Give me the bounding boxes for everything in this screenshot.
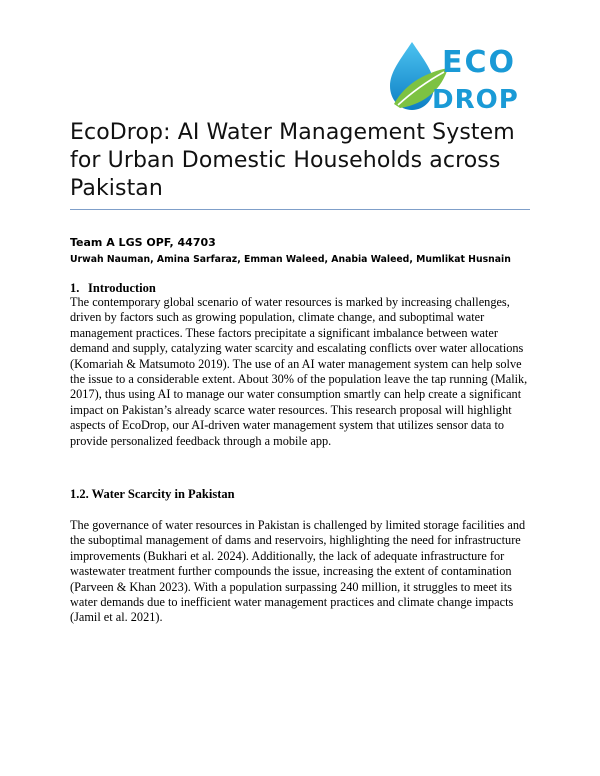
section-number: 1. (70, 281, 80, 295)
author-list: Urwah Nauman, Amina Sarfaraz, Emman Waleed, Anabia Waleed, Mumlikat Husnain (70, 254, 511, 265)
section-heading-water-scarcity: 1.2. Water Scarcity in Pakistan (70, 487, 235, 501)
introduction-paragraph: The contemporary global scenario of water resources is marked by increasing challenges, driven by factors such as growing population, climate change, and suboptimal water management practices. These factors precipitate a significant imbalance between water demand and supply, catalyzing water scarcity and escalating conflicts over water allocations (Komariah & Matsumoto 2019). The use of an AI water management system can help solve the issue to a considerable extent. About 30% of the population leave the tap running (Malik, 2017), thus using AI to manage our water consumption smartly can help create a significant impact on Pakistan’s already scarce water resources. This research proposal will highlight aspects of EcoDrop, our AI-driven water management system that utilizes sensor data to provide personalized feedback through a mobile app. (70, 295, 528, 448)
logo-text-eco: ECO (442, 45, 517, 80)
water-scarcity-paragraph: The governance of water resources in Pakistan is challenged by limited storage facilities and the suboptimal management of dams and reservoirs, highlighting the need for infrastructure improvements (Bukhari et al. 2024). Additionally, the lack of adequate infrastructure for wastewater treatment further compounds the issue, increasing the extent of contamination (Parveen & Khan 2023). With a population surpassing 240 million, it struggles to meet its water demands due to inefficient water management practices and climate change impacts (Jamil et al. 2021). (70, 518, 526, 625)
section-heading-introduction (70, 280, 156, 296)
paper-title: EcoDrop: AI Water Management System for Urban Domestic Households across Pakistan (70, 120, 515, 201)
team-line: Team A LGS OPF, 44703 (70, 236, 216, 249)
title-divider (70, 209, 530, 210)
logo-text-drop: DROP (432, 85, 519, 115)
ecodrop-logo (386, 38, 528, 118)
section-title: Introduction (88, 281, 156, 295)
